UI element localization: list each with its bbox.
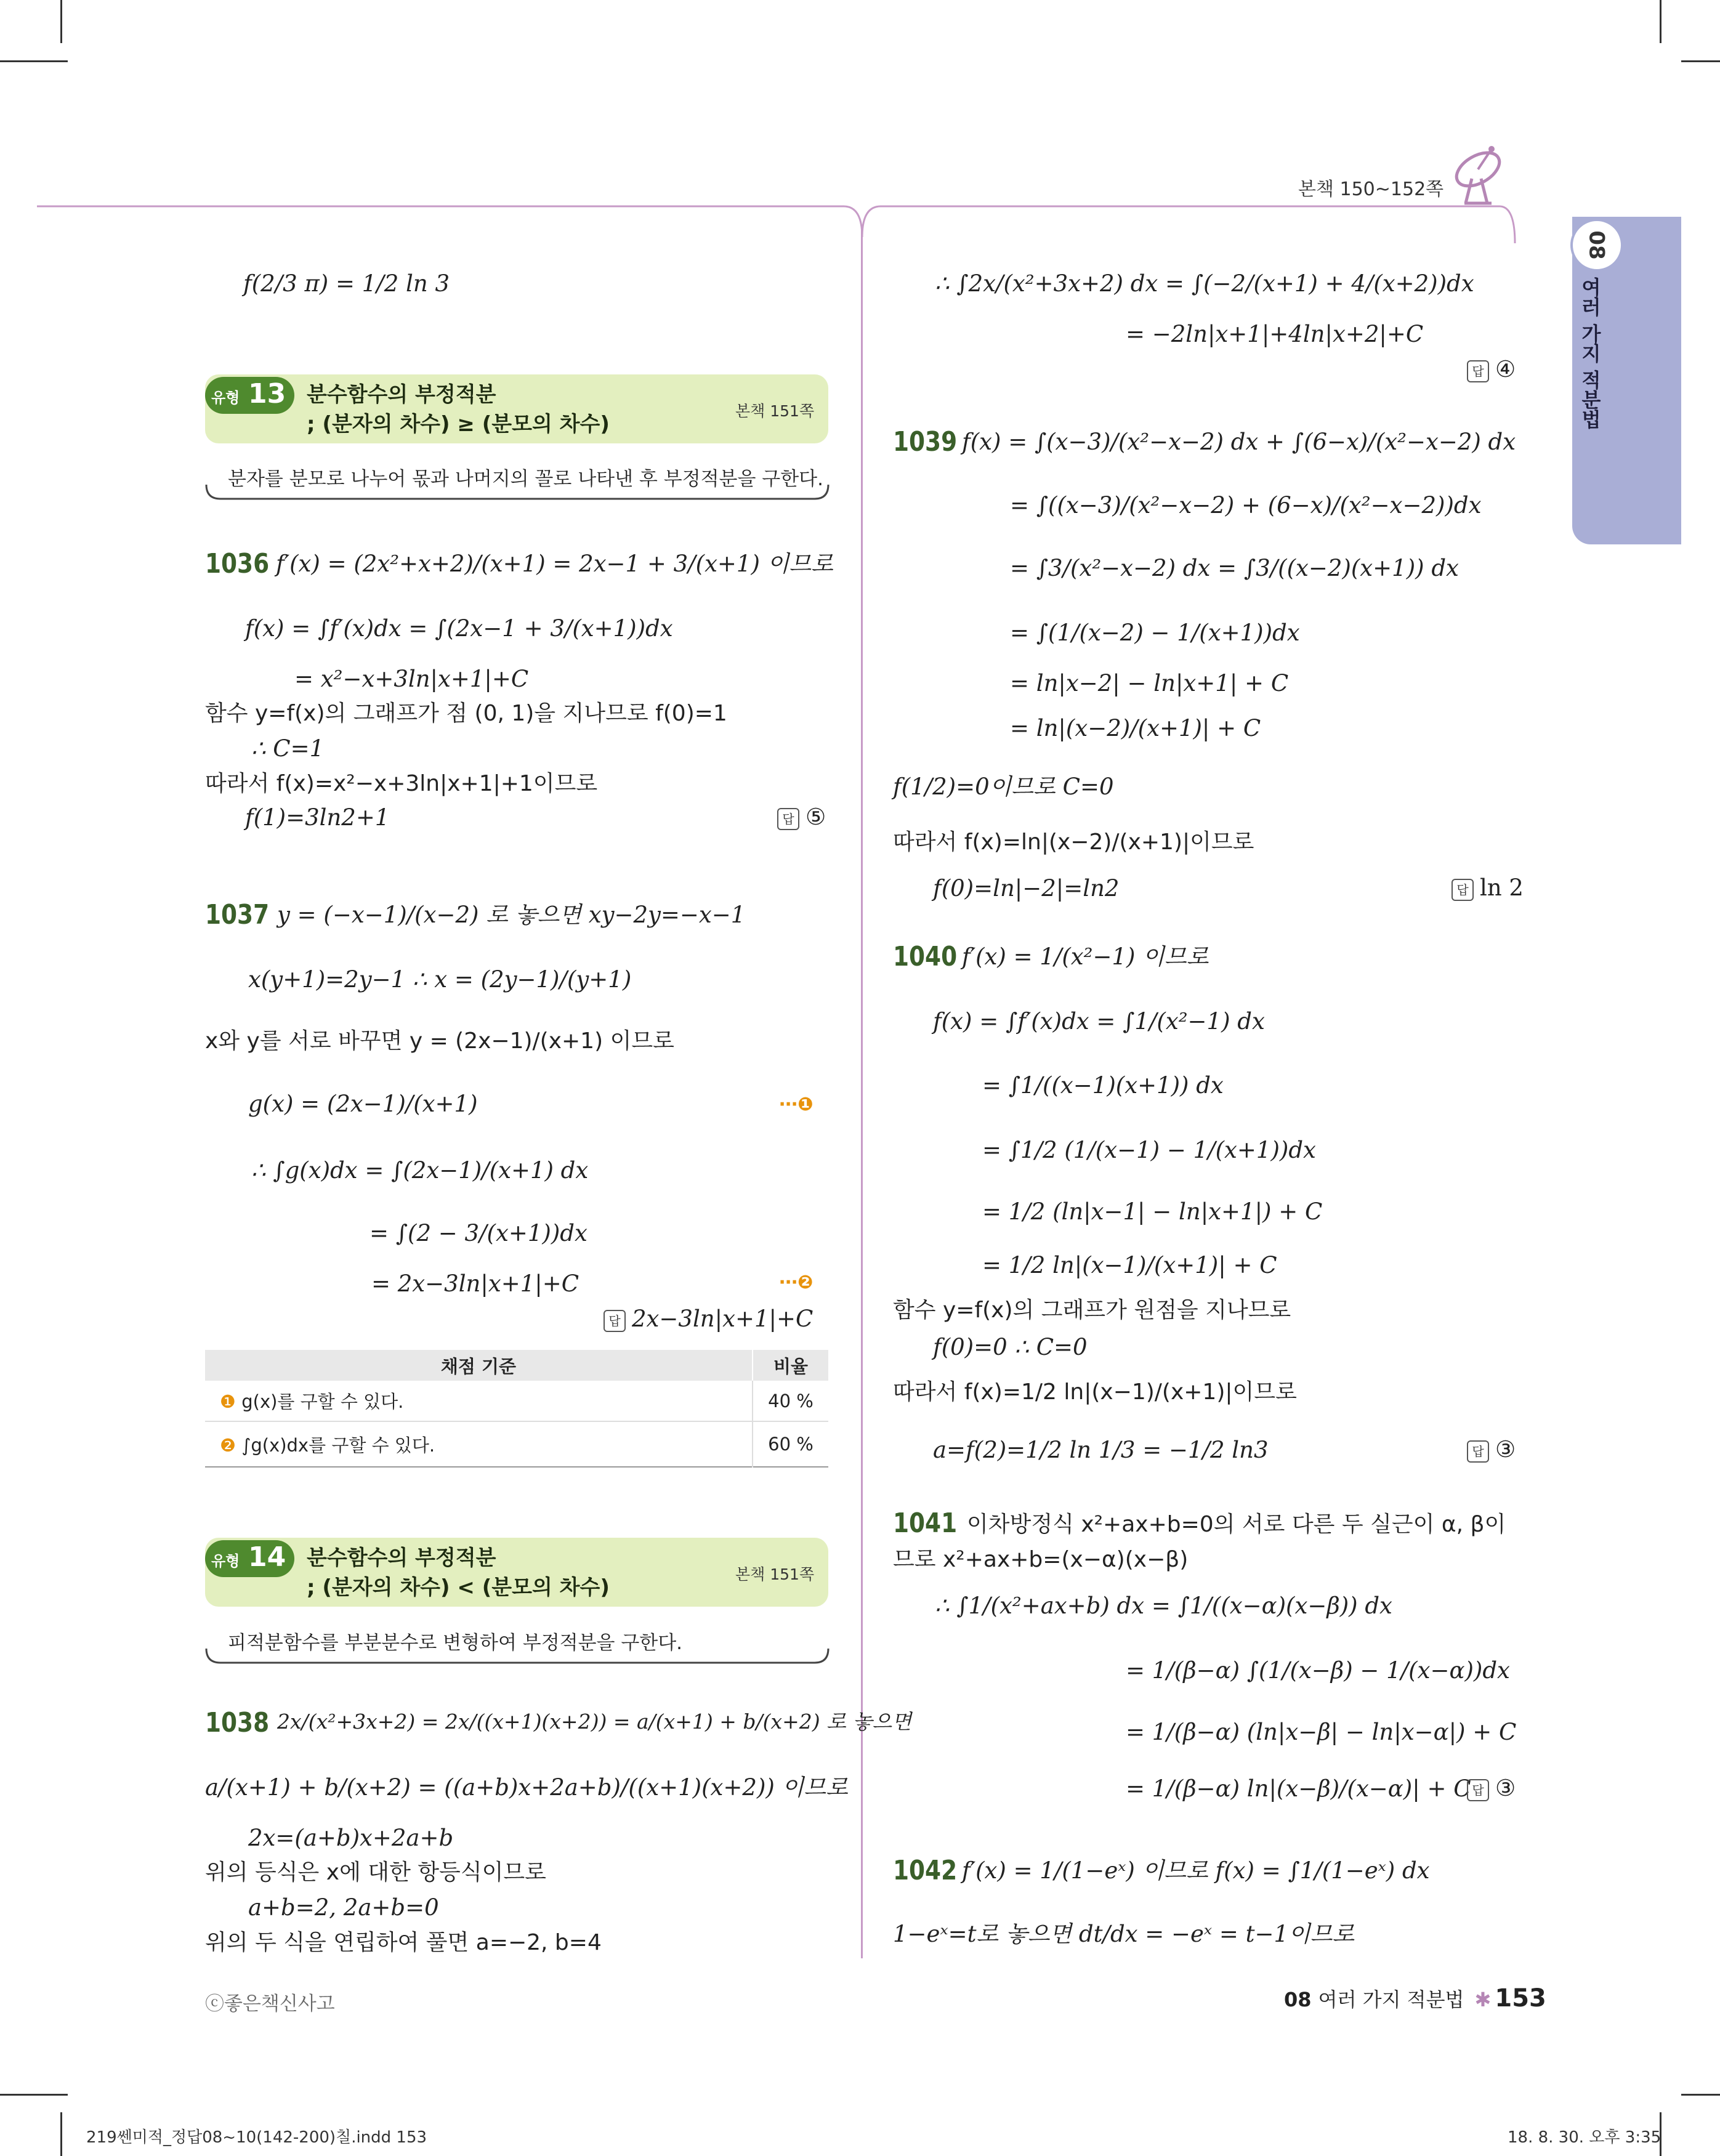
p1040-line: f′(x) = 1/(x²−1) 이므로 xyxy=(962,943,1209,970)
chapter-side-title: 여러 가지 적분법 xyxy=(1578,277,1602,429)
type13-badge: 유형 13 xyxy=(205,377,294,414)
type14-desc-underline xyxy=(205,1647,830,1672)
p1036-line: ∴ C=1 xyxy=(251,735,325,762)
p1039-line: = ∫3/(x²−x−2) dx = ∫3/((x−2)(x+1)) dx xyxy=(1010,555,1459,581)
p1038-line: 2x/(x²+3x+2) = 2x/((x+1)(x+2)) = a/(x+1) + b/(x+2) 로 놓으면 xyxy=(277,1710,912,1734)
type14-desc: 피적분함수를 부분분수로 변형하여 부정적분을 구한다. xyxy=(228,1632,683,1654)
grading-row: ❷ ∫g(x)dx를 구할 수 있다. 60 % xyxy=(205,1421,828,1467)
p1040-line: f(0)=0 ∴ C=0 xyxy=(933,1334,1088,1360)
p1036-line: f′(x) = (2x²+x+2)/(x+1) = 2x−1 + 3/(x+1) 이므로 xyxy=(276,551,833,577)
footer-file: 219쎈미적_정답08~10(142-200)칠.indd 153 xyxy=(86,2128,427,2147)
p1040-answer: 답 ③ xyxy=(1467,1436,1516,1463)
p1039-line: = ∫((x−3)/(x²−x−2) + (6−x)/(x²−x−2))dx xyxy=(1010,492,1482,519)
p1037-line: g(x) = (2x−1)/(x+1) xyxy=(248,1091,478,1117)
p1039-line: f(0)=ln|−2|=ln2 xyxy=(933,875,1120,902)
footer-copyright: ⓒ좋은책신사고 xyxy=(205,1993,335,2015)
p1041-line: = 1/(β−α) ∫(1/(x−β) − 1/(x−α))dx xyxy=(1126,1657,1510,1684)
satellite-dish-icon xyxy=(1447,142,1509,209)
p1039-line: f(x) = ∫(x−3)/(x²−x−2) dx + ∫(6−x)/(x²−x−2) dx xyxy=(962,429,1516,455)
problem-1038-num: 1038 xyxy=(205,1707,270,1738)
p1036-answer: 답 ⑤ xyxy=(777,804,826,830)
chapter-side-num: 08 xyxy=(1570,219,1623,272)
p1036-line: 따라서 f(x)=x²−x+3ln|x+1|+1이므로 xyxy=(205,771,598,796)
p1040-line: f(x) = ∫f′(x)dx = ∫1/(x²−1) dx xyxy=(933,1008,1265,1035)
type14-ref: 본책 151쪽 xyxy=(735,1565,815,1583)
problem-1036-num: 1036 xyxy=(205,548,270,579)
p1037-step1: ⋯❶ xyxy=(779,1094,814,1115)
type13-desc: 분자를 분모로 나누어 몫과 나머지의 꼴로 나타낸 후 부정적분을 구한다. xyxy=(228,468,823,490)
type14-badge: 유형 14 xyxy=(205,1540,294,1577)
p1036-line: = x²−x+3ln|x+1|+C xyxy=(294,666,529,692)
type13-desc-underline xyxy=(205,483,830,508)
p1041-line: 이차방정식 x²+ax+b=0의 서로 다른 두 실근이 α, β이 xyxy=(967,1512,1506,1537)
p1038-line: 2x=(a+b)x+2a+b xyxy=(248,1825,454,1851)
p1038-line: a+b=2, 2a+b=0 xyxy=(248,1894,439,1921)
p1040-line: = ∫1/((x−1)(x+1)) dx xyxy=(982,1072,1224,1099)
p1037-step2: ⋯❷ xyxy=(779,1272,814,1293)
p1036-line: f(1)=3ln2+1 xyxy=(245,804,390,831)
type14-title: 분수함수의 부정적분 ; (분자의 차수) < (분모의 차수) xyxy=(307,1546,610,1600)
right-top-line: = −2ln|x+1|+4ln|x+2|+C xyxy=(1126,321,1424,347)
problem-1042-num: 1042 xyxy=(893,1855,958,1886)
p1037-line: = ∫(2 − 3/(x+1))dx xyxy=(369,1220,587,1246)
p1042-line: f′(x) = 1/(1−eˣ) 이므로 f(x) = ∫1/(1−eˣ) dx xyxy=(962,1857,1430,1884)
p1041-answer: 답 ③ xyxy=(1467,1775,1516,1801)
p1042-line: 1−eˣ=t로 놓으면 dt/dx = −eˣ = t−1이므로 xyxy=(893,1921,1355,1947)
p1039-line: f(1/2)=0이므로 C=0 xyxy=(893,773,1114,800)
grading-table xyxy=(205,1350,828,1468)
p1037-answer: 답 2x−3ln|x+1|+C xyxy=(604,1306,813,1332)
type13-title: 분수함수의 부정적분 ; (분자의 차수) ≥ (분모의 차수) xyxy=(307,382,610,437)
grading-head-criteria: 채점 기준 xyxy=(205,1350,753,1381)
p1040-line: = 1/2 (ln|x−1| − ln|x+1|) + C xyxy=(982,1198,1323,1225)
problem-1037-num: 1037 xyxy=(205,899,270,931)
p1040-line: a=f(2)=1/2 ln 1/3 = −1/2 ln3 xyxy=(933,1437,1269,1463)
column-frame xyxy=(37,200,1527,256)
p1039-line: = ln|x−2| − ln|x+1| + C xyxy=(1010,670,1289,696)
p1041-line: = 1/(β−α) (ln|x−β| − ln|x−α|) + C xyxy=(1126,1719,1517,1745)
p1037-line: = 2x−3ln|x+1|+C xyxy=(371,1270,579,1297)
right-top-answer: 답 ④ xyxy=(1467,356,1516,382)
p1038-line: 위의 두 식을 연립하여 풀면 a=−2, b=4 xyxy=(205,1930,602,1955)
p1041-line: ∴ ∫1/(x²+ax+b) dx = ∫1/((x−α)(x−β)) dx xyxy=(935,1593,1392,1619)
p1040-line: 따라서 f(x)=1/2 ln|(x−1)/(x+1)|이므로 xyxy=(893,1379,1297,1405)
p1037-line: ∴ ∫g(x)dx = ∫(2x−1)/(x+1) dx xyxy=(251,1157,589,1184)
header-ref: 본책 150~152쪽 xyxy=(1298,179,1444,200)
p1037-line: y = (−x−1)/(x−2) 로 놓으면 xy−2y=−x−1 xyxy=(277,902,746,928)
column-divider xyxy=(861,228,863,1958)
p1040-line: = 1/2 ln|(x−1)/(x+1)| + C xyxy=(982,1252,1277,1278)
p1036-line: f(x) = ∫f′(x)dx = ∫(2x−1 + 3/(x+1))dx xyxy=(245,615,673,642)
p1039-answer: 답 ln 2 xyxy=(1452,874,1524,901)
footer-chapter: 08 여러 가지 적분법 ✱ 153 xyxy=(1284,1984,1546,2013)
left-top-line: f(2/3 π) = 1/2 ln 3 xyxy=(243,270,450,297)
grading-row: ❶ g(x)를 구할 수 있다. 40 % xyxy=(205,1381,828,1421)
p1040-line: 함수 y=f(x)의 그래프가 원점을 지나므로 xyxy=(893,1298,1291,1323)
p1036-line: 함수 y=f(x)의 그래프가 점 (0, 1)을 지나므로 f(0)=1 xyxy=(205,701,727,726)
p1039-line: = ln|(x−2)/(x+1)| + C xyxy=(1010,715,1261,741)
p1039-line: 따라서 f(x)=ln|(x−2)/(x+1)|이므로 xyxy=(893,830,1254,855)
p1041-line: 므로 x²+ax+b=(x−α)(x−β) xyxy=(893,1547,1189,1572)
problem-1041-num: 1041 xyxy=(893,1508,958,1539)
p1040-line: = ∫1/2 (1/(x−1) − 1/(x+1))dx xyxy=(982,1137,1316,1163)
p1037-line: x와 y를 서로 바꾸면 y = (2x−1)/(x+1) 이므로 xyxy=(205,1028,674,1054)
grading-head-ratio: 비율 xyxy=(773,1355,809,1377)
p1039-line: = ∫(1/(x−2) − 1/(x+1))dx xyxy=(1010,620,1300,646)
p1038-line: a/(x+1) + b/(x+2) = ((a+b)x+2a+b)/((x+1)(x+2)) 이므로 xyxy=(205,1774,848,1801)
problem-1039-num: 1039 xyxy=(893,426,958,458)
footer-date: 18. 8. 30. 오후 3:35 xyxy=(1508,2128,1661,2147)
problem-1040-num: 1040 xyxy=(893,941,958,972)
p1037-line: x(y+1)=2y−1 ∴ x = (2y−1)/(y+1) xyxy=(248,966,632,993)
right-top-line: ∴ ∫2x/(x²+3x+2) dx = ∫(−2/(x+1) + 4/(x+2))dx xyxy=(935,270,1474,297)
p1038-line: 위의 등식은 x에 대한 항등식이므로 xyxy=(205,1860,546,1885)
p1041-line: = 1/(β−α) ln|(x−β)/(x−α)| + C xyxy=(1126,1775,1471,1802)
type13-ref: 본책 151쪽 xyxy=(735,402,815,420)
